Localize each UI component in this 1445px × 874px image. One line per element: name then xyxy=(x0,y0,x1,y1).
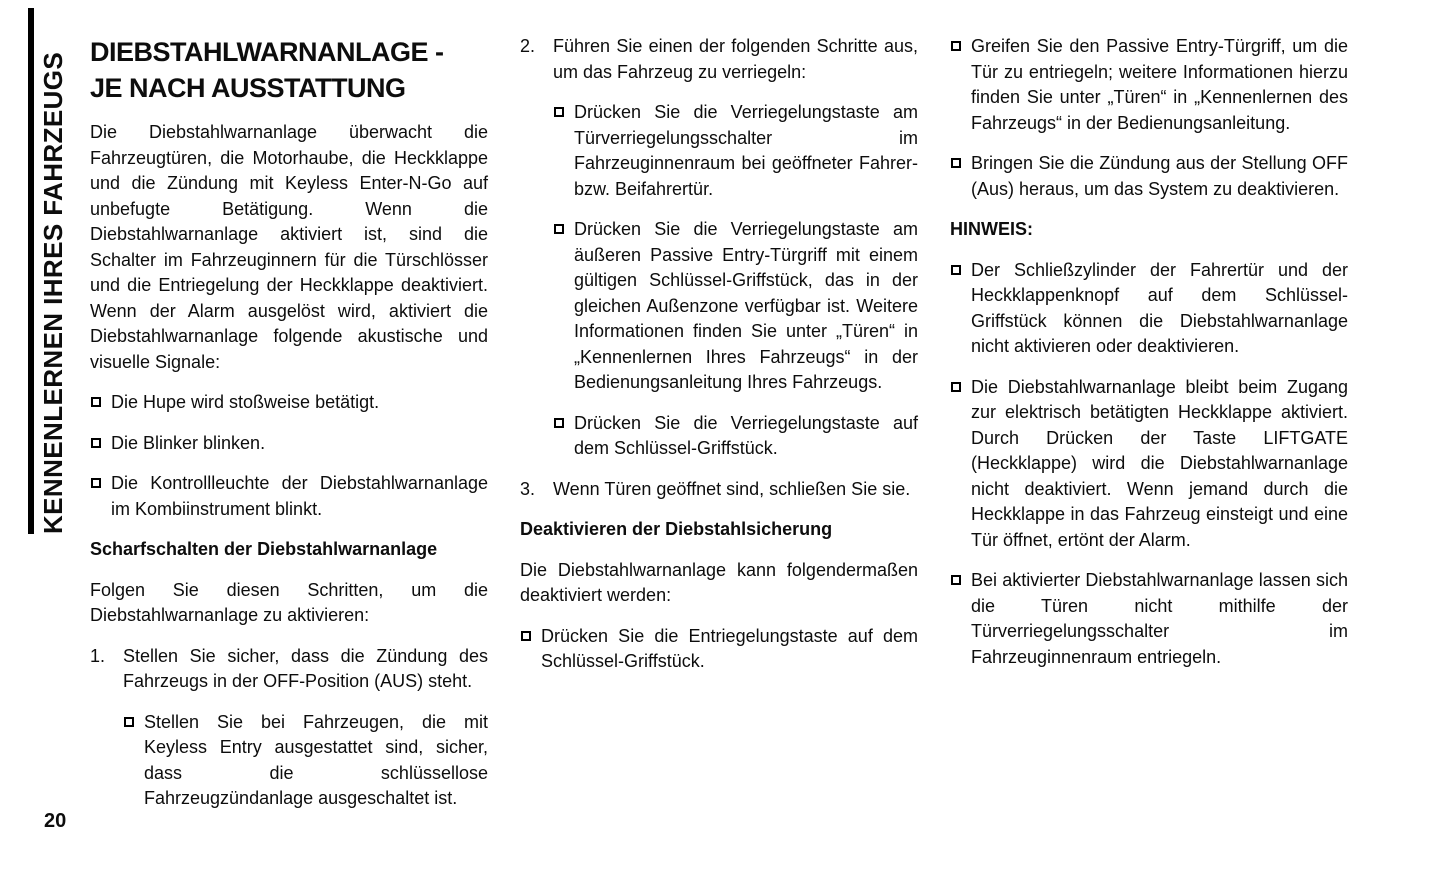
section-heading-line1: DIEBSTAHLWARNANLAGE - xyxy=(90,37,444,67)
chapter-strip-rule xyxy=(28,8,34,534)
bullet-text: Die Kontrollleuchte der Diebstahlwarnanlage im Kombiinstrument blinkt. xyxy=(111,473,488,519)
paragraph: Die Diebstahlwarnanlage kann folgendermaßen deaktiviert werden: xyxy=(520,559,918,605)
square-bullet-icon xyxy=(554,224,564,234)
square-bullet-icon xyxy=(951,382,961,392)
step-number: 1. xyxy=(90,645,106,666)
list-item xyxy=(90,390,488,416)
list-item xyxy=(520,624,918,675)
bullet-text: Drücken Sie die Verriegelungstaste am Türverriegelungsschalter im Fahrzeuginnenraum bei geöffneter Fahrer- bzw. Beifahrertür. xyxy=(574,102,918,199)
bullet-text: Die Blinker blinken. xyxy=(111,432,266,453)
list-item xyxy=(950,568,1348,670)
bullet-text: Die Diebstahlwarnanlage bleibt beim Zugang zur elektrisch betätigten Heckklappe aktiviert. Durch Drücken der Taste LIFTGATE (Heckklappe) wird die Diebstahlwarnanlage nicht deaktiviert. Wenn jemand durch die Heckklappe in das Fahrzeug einsteigt und eine Tür öffnet, ertönt der Alarm. xyxy=(971,376,1348,550)
list-item xyxy=(90,431,488,457)
bullet-text: Die Hupe wird stoßweise betätigt. xyxy=(111,392,380,412)
list-item xyxy=(950,375,1348,554)
square-bullet-icon xyxy=(91,397,101,407)
square-bullet-icon xyxy=(951,41,961,51)
list-item-nested xyxy=(553,100,918,202)
list-item xyxy=(950,151,1348,202)
list-item xyxy=(90,471,488,522)
section-heading-line2: JE NACH AUSSTATTUNG xyxy=(90,73,406,103)
step-number: 3. xyxy=(520,478,536,499)
square-bullet-icon xyxy=(951,158,961,168)
numbered-step xyxy=(90,644,488,695)
square-bullet-icon xyxy=(951,575,961,585)
numbered-step xyxy=(520,477,918,503)
column-left xyxy=(90,34,488,827)
paragraph: Folgen Sie diesen Schritten, um die Diebstahlwarnanlage zu aktivieren: xyxy=(90,579,488,625)
square-bullet-icon xyxy=(91,438,101,448)
bullet-text: Greifen Sie den Passive Entry-Türgriff, um die Tür zu entriegeln; weitere Informationen hierzu finden Sie unter „Türen“ in „Kennenlernen des Fahrzeugs“ in der Bedienungsanleitung. xyxy=(971,36,1348,133)
list-item xyxy=(950,258,1348,360)
list-item xyxy=(950,34,1348,136)
square-bullet-icon xyxy=(91,478,101,488)
numbered-step xyxy=(520,34,918,85)
column-right xyxy=(950,34,1348,685)
subsection-heading-arm: Scharfschalten der Diebstahlwarnanlage xyxy=(90,539,438,559)
list-item-nested xyxy=(553,217,918,396)
subsection-heading-disarm: Deaktivieren der Diebstahlsicherung xyxy=(520,519,833,539)
square-bullet-icon xyxy=(554,107,564,117)
bullet-text: Drücken Sie die Entriegelungstaste auf dem Schlüssel-Griffstück. xyxy=(541,625,918,671)
square-bullet-icon xyxy=(124,717,134,727)
intro-paragraph: Die Diebstahlwarnanlage überwacht die Fahrzeugtüren, die Motorhaube, die Heckklappe und die Zündung mit Keyless Enter-N-Go auf unbefugte Betätigung. Wenn die Diebstahlwarnanlage aktiviert ist, sind die Schalter im Fahrzeuginnern für die Türschlösser und die Entriegelung der Heckklappe deaktiviert. Wenn der Alarm ausgelöst wird, aktiviert die Diebstahlwarnanlage folgende akustische und visuelle Signale: xyxy=(90,122,488,372)
step-number: 2. xyxy=(520,36,536,56)
step-text: Wenn Türen geöffnet sind, schließen Sie sie. xyxy=(553,478,911,499)
column-middle xyxy=(520,34,918,690)
square-bullet-icon xyxy=(521,631,531,641)
section-heading xyxy=(90,34,488,106)
list-item-nested xyxy=(553,411,918,462)
list-item-nested xyxy=(123,710,488,812)
bullet-text: Drücken Sie die Verriegelungstaste am äußeren Passive Entry-Türgriff mit einem gültigen Schlüssel-Griffstück, das in der gleichen Außenzone verfügbar ist. Weitere Informationen finden Sie unter „Türen“ in „Kennenlernen Ihres Fahrzeugs“ in der Bedienungsanleitung Ihres Fahrzeugs. xyxy=(574,219,918,392)
bullet-text: Drücken Sie die Verriegelungstaste auf dem Schlüssel-Griffstück. xyxy=(574,412,918,458)
bullet-text: Der Schließzylinder der Fahrertür und der Heckklappenknopf auf dem Schlüssel-Griffstück können die Diebstahlwarnanlage nicht aktivieren oder deaktivieren. xyxy=(971,259,1348,356)
step-text: Führen Sie einen der folgenden Schritte aus, um das Fahrzeug zu verriegeln: xyxy=(553,36,918,82)
bullet-text: Bringen Sie die Zündung aus der Stellung OFF (Aus) heraus, um das System zu deaktivieren. xyxy=(971,153,1348,199)
chapter-title-vertical: KENNENLERNEN IHRES FAHRZEUGS xyxy=(38,51,68,534)
bullet-text: Bei aktivierter Diebstahlwarnanlage lassen sich die Türen nicht mithilfe der Türverriegelungsschalter im Fahrzeuginnenraum entriegeln. xyxy=(971,570,1348,667)
bullet-text: Stellen Sie bei Fahrzeugen, die mit Keyless Entry ausgestattet sind, sicher, dass die schlüssellose Fahrzeugzündanlage ausgeschaltet ist. xyxy=(144,711,488,808)
page-number: 20 xyxy=(44,810,67,832)
step-text: Stellen Sie sicher, dass die Zündung des Fahrzeugs in der OFF-Position (AUS) steht. xyxy=(123,645,488,691)
square-bullet-icon xyxy=(951,265,961,275)
note-heading: HINWEIS: xyxy=(950,219,1033,239)
square-bullet-icon xyxy=(554,418,564,428)
